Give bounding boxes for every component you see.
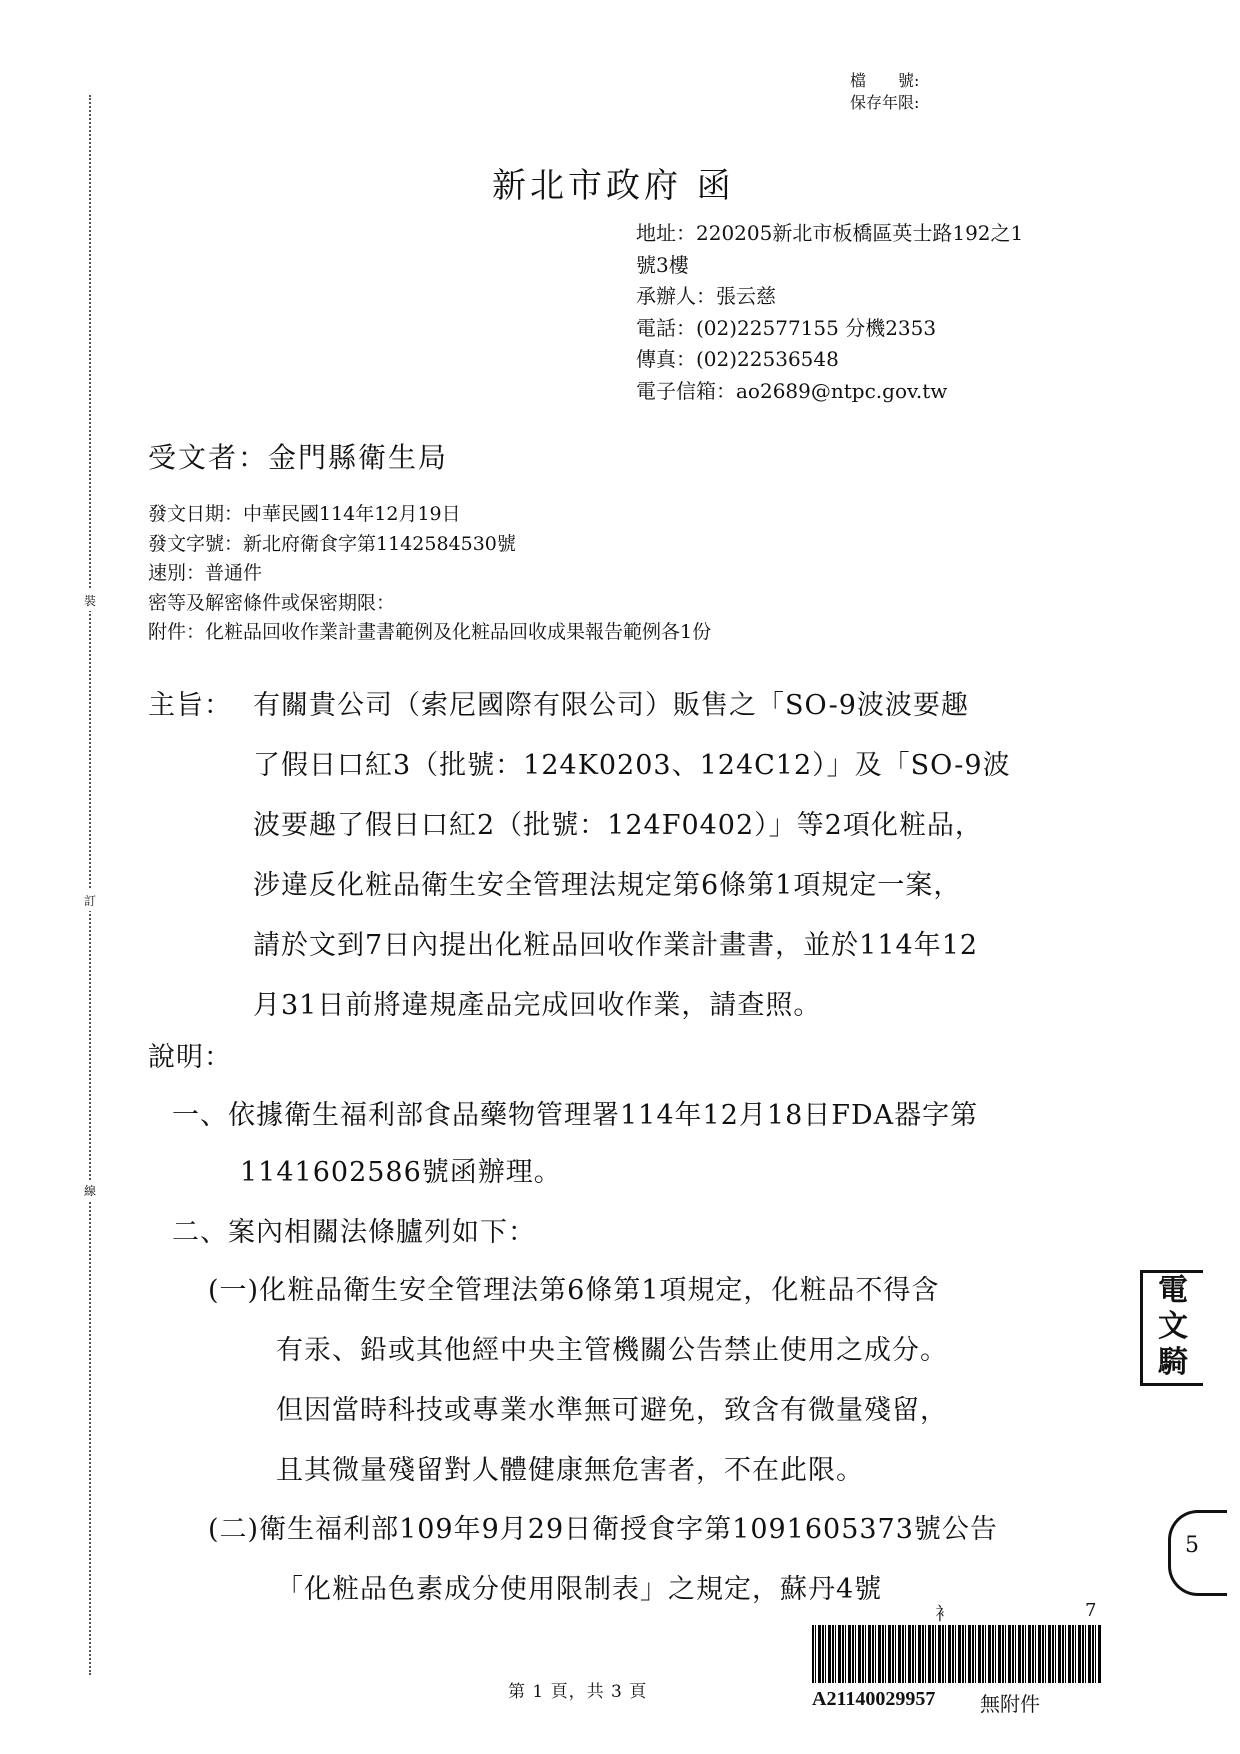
document-title: 新北市政府 函 xyxy=(492,166,735,206)
tiny-mark-left: 衤 xyxy=(935,1604,953,1625)
fax: 傳真：(02)22536548 xyxy=(636,347,839,371)
binding-dotted-line xyxy=(89,95,91,1675)
margin-digit: 5 xyxy=(1185,1533,1199,1558)
file-number-label: 檔 號: xyxy=(850,71,920,90)
address-line-1: 地址：220205新北市板橋區英士路192之1 xyxy=(636,221,1024,245)
speed: 速別：普通件 xyxy=(148,562,263,584)
barcode-id: A21140029957 xyxy=(812,1688,936,1710)
attachment: 附件：化粧品回收作業計畫書範例及化粧品回收成果報告範例各1份 xyxy=(148,621,712,643)
subject-line: 請於文到7日內提出化粧品回收作業計畫書，並於114年12 xyxy=(253,930,979,961)
sub-item-1-line-4: 且其微量殘留對人體健康無危害者，不在此限。 xyxy=(276,1455,864,1486)
recipient: 受文者：金門縣衛生局 xyxy=(148,441,449,474)
explanation-item-1-line-1: 一、依據衛生福利部食品藥物管理署114年12月18日FDA器字第 xyxy=(172,1100,979,1131)
no-attachment-label: 無附件 xyxy=(980,1692,1040,1716)
barcode xyxy=(812,1625,1102,1683)
tiny-mark-right: 7 xyxy=(1085,1600,1097,1621)
subject-line: 波要趣了假日口紅2（批號：124F0402）」等2項化粧品， xyxy=(253,810,983,841)
sub-item-2-line-2: 「化粧品色素成分使用限制表」之規定，蘇丹4號 xyxy=(276,1574,883,1605)
subject-line: 了假日口紅3（批號：124K0203、124C12）」及「SO-9波 xyxy=(253,750,1011,781)
retention-label: 保存年限: xyxy=(850,93,920,112)
phone: 電話：(02)22577155 分機2353 xyxy=(636,315,937,340)
classification: 密等及解密條件或保密期限： xyxy=(148,591,396,614)
subject-line: 月31日前將違規產品完成回收作業，請查照。 xyxy=(253,990,822,1021)
contact-block xyxy=(636,218,1106,407)
binding-mark-zhuang: 裝 xyxy=(84,590,96,611)
address-line-2: 號3樓 xyxy=(636,252,689,277)
electronic-document-stamp xyxy=(1140,1270,1203,1386)
file-meta xyxy=(850,70,919,114)
subject-line: 有關貴公司（索尼國際有限公司）販售之「SO-9波波要趣 xyxy=(253,690,969,721)
binding-mark-ding: 訂 xyxy=(84,890,96,911)
explanation-label: 說明： xyxy=(148,1042,232,1073)
stamp-char: 文 xyxy=(1158,1309,1188,1344)
handler: 承辦人：張云慈 xyxy=(636,284,776,308)
sub-item-2-line-1: (二)衛生福利部109年9月29日衛授食字第1091605373號公告 xyxy=(208,1514,998,1545)
stamp-char: 電 xyxy=(1158,1273,1188,1308)
subject-line: 涉違反化粧品衛生安全管理法規定第6條第1項規定一案， xyxy=(253,870,962,901)
dispatch-meta xyxy=(148,500,711,648)
page-footer: 第 1 頁，共 3 頁 xyxy=(508,1682,648,1702)
seal-stamp xyxy=(1168,1510,1227,1596)
email: 電子信箱：ao2689@ntpc.gov.tw xyxy=(636,378,948,403)
explanation-item-1-line-2: 1141602586號函辦理。 xyxy=(240,1157,562,1188)
dispatch-number: 發文字號：新北府衛食字第1142584530號 xyxy=(148,532,516,555)
stamp-char: 騎 xyxy=(1158,1345,1188,1380)
binding-mark-xian: 線 xyxy=(84,1180,96,1201)
explanation-item-2: 二、案內相關法條臚列如下： xyxy=(172,1217,536,1248)
subject-label: 主旨： xyxy=(148,690,232,721)
dispatch-date: 發文日期：中華民國114年12月19日 xyxy=(148,503,461,525)
sub-item-1-line-1: (一)化粧品衛生安全管理法第6條第1項規定，化粧品不得含 xyxy=(208,1275,940,1306)
sub-item-1-line-3: 但因當時科技或專業水準無可避免，致含有微量殘留， xyxy=(276,1395,948,1426)
sub-item-1-line-2: 有汞、鉛或其他經中央主管機關公告禁止使用之成分。 xyxy=(276,1335,948,1366)
